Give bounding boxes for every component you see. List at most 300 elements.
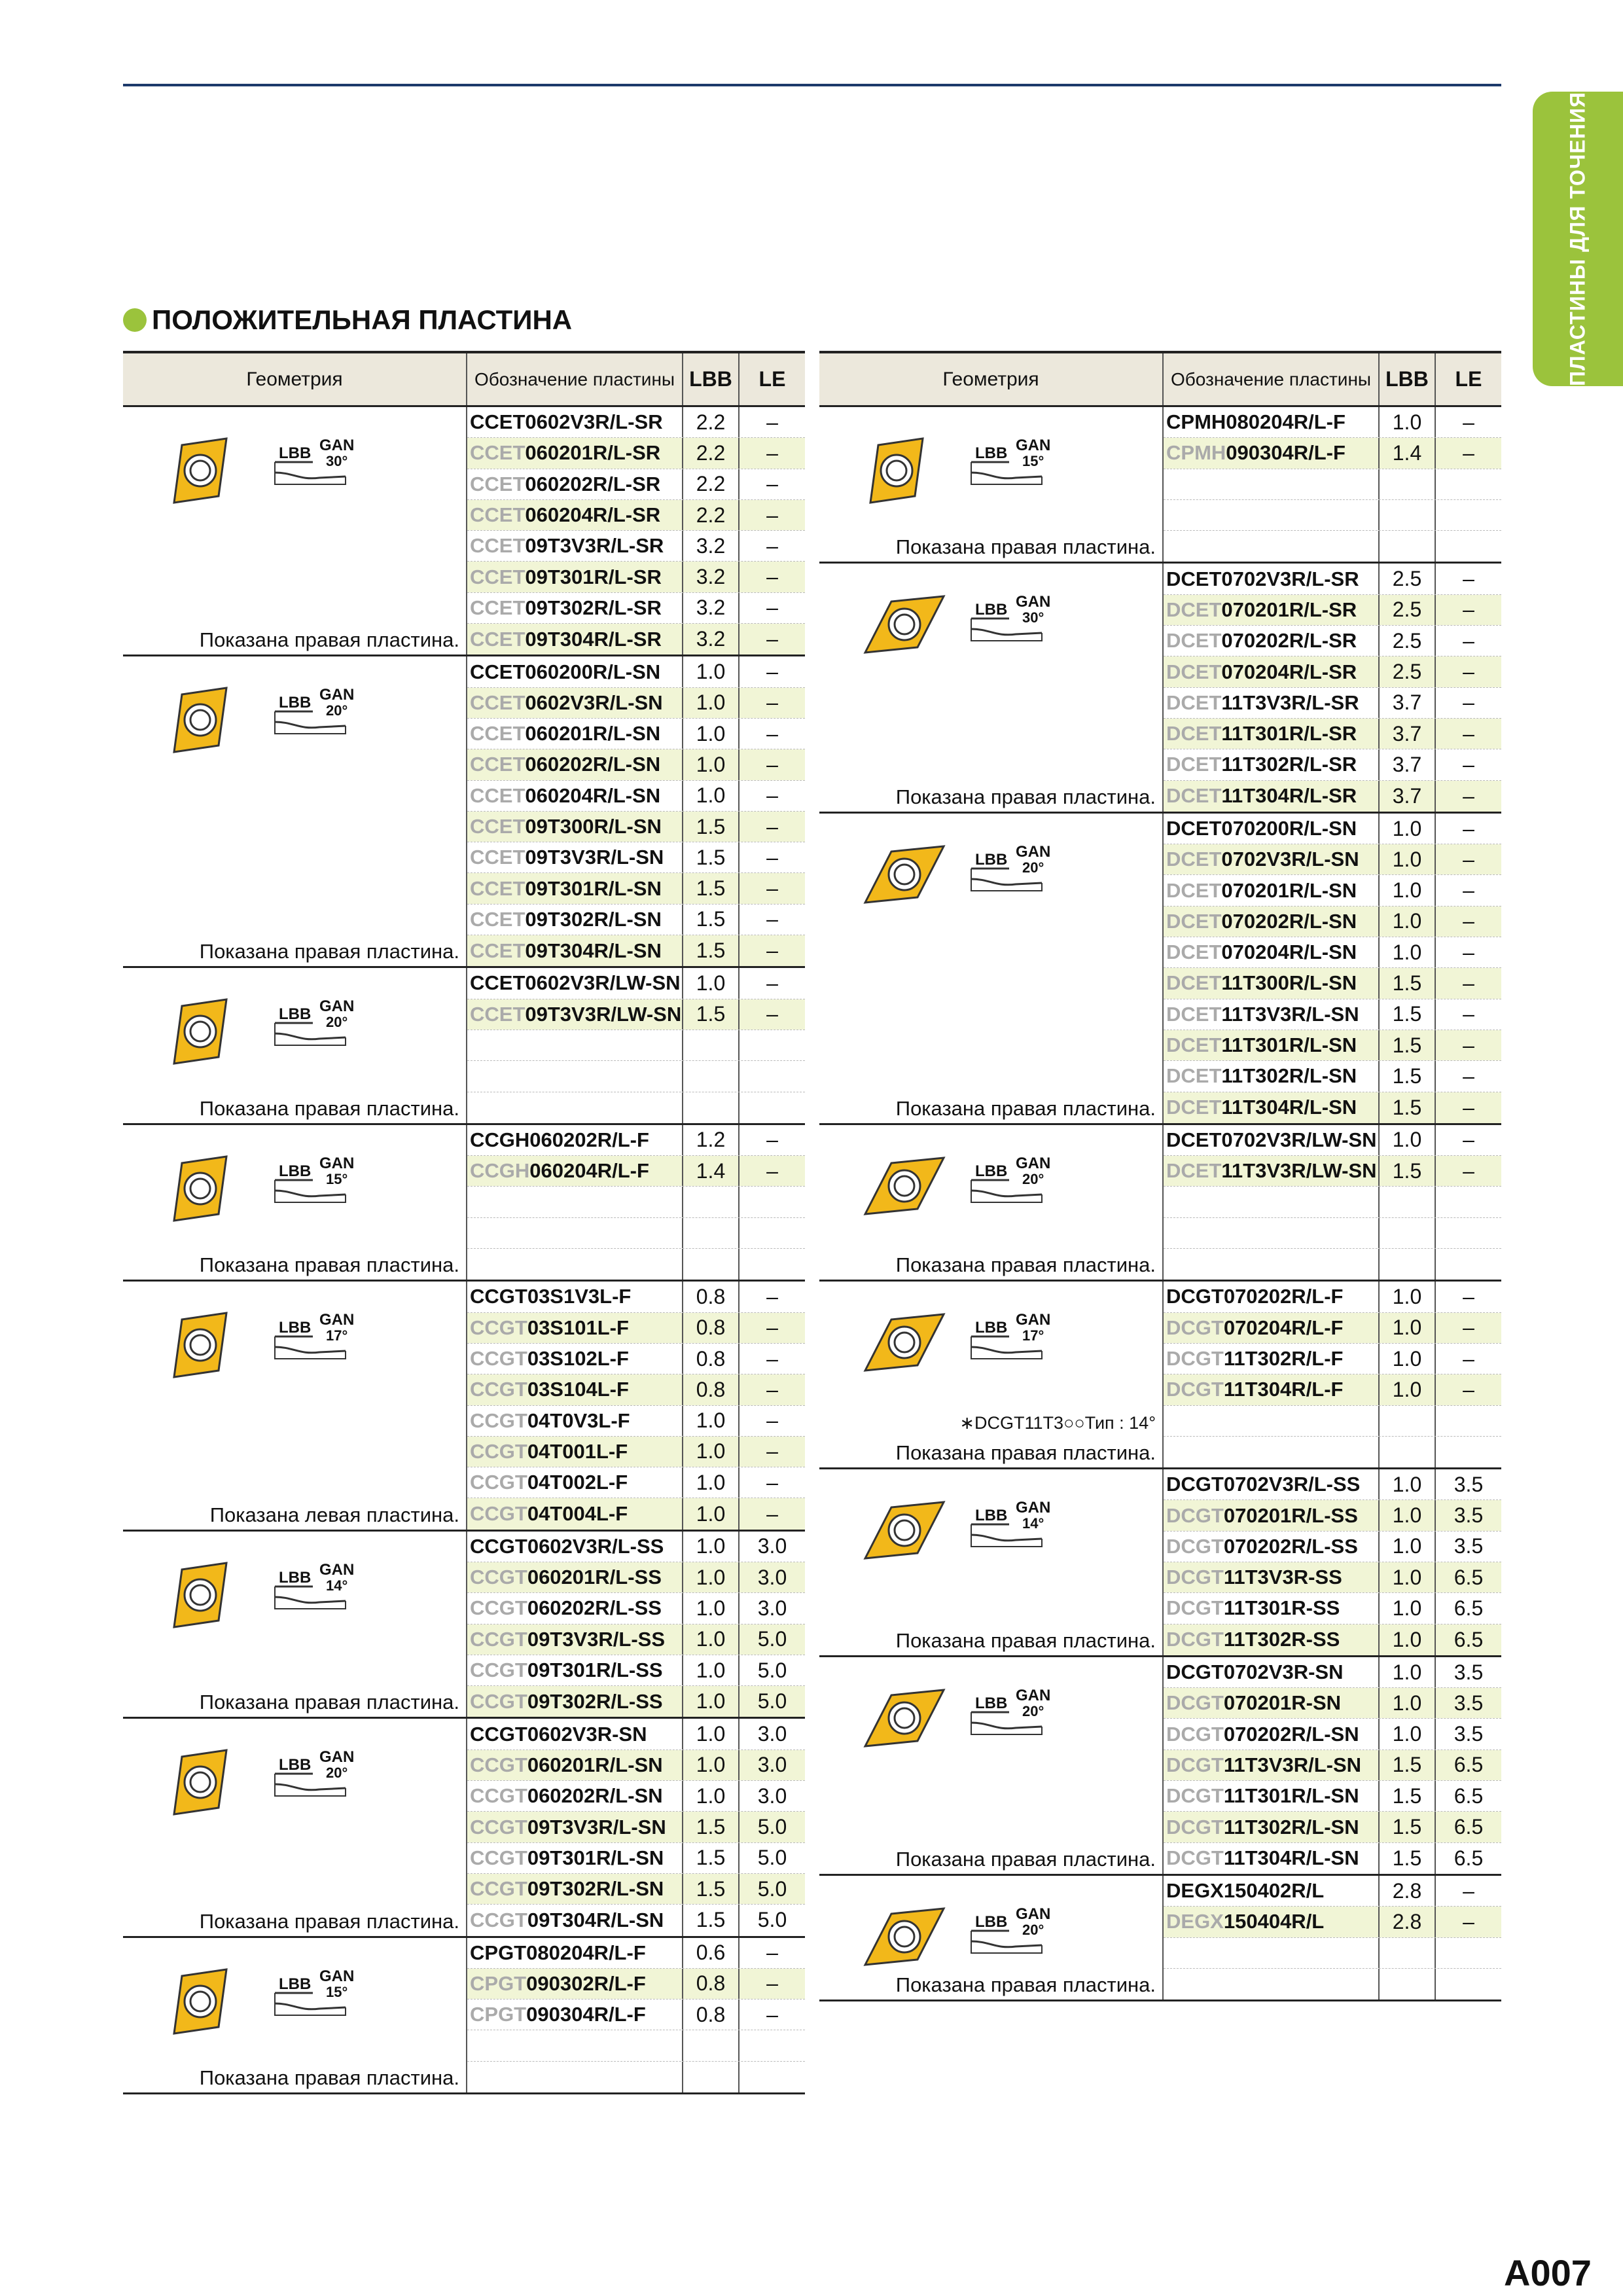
- le-cell: 3.5: [1454, 1722, 1484, 1746]
- table-row[interactable]: [1164, 999, 1501, 1030]
- table-row[interactable]: [1164, 1907, 1501, 1937]
- designation-prefix: DCET: [1166, 629, 1222, 653]
- designation-code: 070202R/L-SS: [1223, 1534, 1358, 1558]
- designation-cell: [467, 719, 683, 749]
- table-row[interactable]: [1164, 1876, 1501, 1907]
- designation-prefix: CCGT: [470, 1659, 527, 1682]
- table-row[interactable]: [1164, 875, 1501, 906]
- designation-code: 03S101L-F: [527, 1316, 629, 1339]
- svg-text:LBB: LBB: [279, 1162, 312, 1180]
- le-cell: 5.0: [740, 1624, 805, 1655]
- designation-prefix: DCGT: [1166, 1753, 1224, 1776]
- svg-text:GAN: GAN: [319, 1311, 355, 1329]
- designation-code: 04T001L-F: [527, 1439, 628, 1463]
- designation-code: 11T304R/L-SN: [1221, 1096, 1357, 1119]
- lbb-cell: 1.5: [683, 842, 740, 872]
- designation-code: 11T300R/L-SN: [1221, 971, 1357, 995]
- table-row[interactable]: [1164, 1719, 1501, 1749]
- table-row[interactable]: [1164, 1469, 1501, 1500]
- designation-prefix: CCET: [470, 846, 526, 869]
- lbb-cell: 1.0: [683, 1562, 740, 1592]
- le-cell: [1436, 1218, 1501, 1248]
- table-row[interactable]: [1164, 500, 1501, 531]
- table-row[interactable]: [1164, 688, 1501, 719]
- table-row[interactable]: [1164, 1593, 1501, 1624]
- designation-prefix: CCET: [470, 534, 526, 558]
- chipbreaker-profile-icon: [275, 1311, 354, 1359]
- lbb-cell: 3.2: [683, 562, 740, 592]
- designation-prefix: DCET: [1166, 691, 1222, 714]
- designation-code: 09T304R/L-SN: [527, 1908, 664, 1931]
- table-row[interactable]: [1164, 1030, 1501, 1061]
- insert-shape-icon: [865, 1690, 944, 1746]
- table-row[interactable]: [1164, 1532, 1501, 1562]
- designation-cell: [1164, 564, 1380, 594]
- designation-code: 070201R-SN: [1223, 1691, 1342, 1715]
- designation-prefix: DEGX: [1166, 1910, 1224, 1933]
- designation-code: 060204R/L-SR: [525, 503, 661, 527]
- le-cell: –: [766, 660, 778, 684]
- le-cell: 5.0: [740, 1812, 805, 1842]
- lbb-cell: 1.0: [1380, 1469, 1436, 1499]
- chipbreaker-profile-icon: [275, 437, 354, 484]
- lbb-cell: 0.8: [683, 1969, 740, 1999]
- chipbreaker-profile-icon: [275, 1155, 354, 1202]
- designation-code: 060204R/L-SN: [525, 783, 661, 807]
- table-row[interactable]: [1164, 968, 1501, 999]
- designation-cell: [1164, 1218, 1380, 1248]
- table-row[interactable]: [1164, 814, 1501, 844]
- designation-cell: [1164, 999, 1380, 1030]
- le-cell: –: [1463, 1878, 1474, 1903]
- table-row[interactable]: [467, 1969, 805, 2000]
- le-cell: 6.5: [1454, 1846, 1484, 1870]
- table-row[interactable]: [467, 1532, 805, 1562]
- designation-cell: [1164, 1313, 1380, 1343]
- designation-cell: [467, 500, 683, 530]
- table-row[interactable]: [467, 1719, 805, 1749]
- designation-code: 11T304R/L-SR: [1221, 784, 1357, 808]
- table-row[interactable]: [467, 1282, 805, 1312]
- le-cell: 5.0: [740, 1686, 805, 1717]
- designation-cell: [1164, 1593, 1380, 1623]
- designation-cell: [467, 688, 683, 718]
- designation-cell: [1164, 469, 1380, 499]
- table-row[interactable]: [1164, 1061, 1501, 1092]
- table-row[interactable]: [467, 1498, 805, 1529]
- table-row[interactable]: [1164, 1750, 1501, 1781]
- designation-code: CCGT0602V3R-SN: [470, 1722, 647, 1746]
- table-row[interactable]: [1164, 1218, 1501, 1249]
- designation-cell: [1164, 814, 1380, 844]
- designation-prefix: CCGT: [470, 1471, 527, 1494]
- insert-shape-icon: [870, 439, 923, 503]
- table-row[interactable]: [467, 1061, 805, 1092]
- designation-cell: [467, 1719, 683, 1749]
- chipbreaker-profile-icon: [275, 1561, 354, 1609]
- lbb-cell: 1.5: [683, 935, 740, 966]
- designation-cell: [1164, 500, 1380, 530]
- geometry-caption: Показана правая пластина.: [199, 1909, 459, 1933]
- table-row[interactable]: [467, 812, 805, 842]
- designation-prefix: CCET: [470, 627, 526, 651]
- designation-cell: [467, 2000, 683, 2030]
- designation-code: 09T3V3R/L-SN: [527, 1815, 666, 1839]
- header-lbb: LBB: [1380, 353, 1436, 405]
- lbb-cell: 0.8: [683, 2000, 740, 2030]
- svg-text:20°: 20°: [326, 1765, 348, 1782]
- designation-prefix: CCET: [470, 753, 526, 776]
- table-row[interactable]: [1164, 438, 1501, 469]
- designation-prefix: CCGT: [470, 1877, 527, 1901]
- table-row[interactable]: [467, 531, 805, 562]
- geometry-cell: [123, 1719, 467, 1935]
- le-cell: [1436, 531, 1501, 562]
- designation-prefix: CCGT: [470, 1627, 527, 1651]
- table-row[interactable]: [467, 469, 805, 500]
- le-cell: –: [1436, 438, 1501, 468]
- le-cell: –: [1436, 1374, 1501, 1405]
- table-row[interactable]: [467, 656, 805, 687]
- insert-group: [123, 1719, 805, 1937]
- designation-prefix: CCGT: [470, 1908, 527, 1931]
- table-row[interactable]: [467, 999, 805, 1030]
- designation-cell: [1164, 1969, 1380, 2000]
- svg-text:GAN: GAN: [319, 997, 355, 1016]
- table-row[interactable]: [467, 935, 805, 966]
- designation-cell: [467, 1874, 683, 1904]
- designation-cell: [1164, 1688, 1380, 1718]
- table-row[interactable]: [1164, 1688, 1501, 1719]
- designation-cell: [467, 1562, 683, 1592]
- table-row[interactable]: [1164, 1156, 1501, 1187]
- designation-code: 09T304R/L-SN: [525, 939, 662, 962]
- svg-text:GAN: GAN: [319, 1154, 355, 1172]
- table-row[interactable]: [467, 1092, 805, 1123]
- table-row[interactable]: [467, 1187, 805, 1217]
- designation-cell: [1164, 438, 1380, 468]
- le-cell: 6.5: [1436, 1624, 1501, 1655]
- geometry-cell: [819, 1125, 1164, 1280]
- table-row[interactable]: [1164, 656, 1501, 687]
- designation-prefix: DCET: [1166, 660, 1222, 683]
- table-row[interactable]: [1164, 595, 1501, 626]
- lbb-cell: 1.4: [1380, 438, 1436, 468]
- table-row[interactable]: [467, 1030, 805, 1061]
- svg-text:15°: 15°: [326, 1170, 348, 1187]
- designation-cell: [467, 1498, 683, 1529]
- table-row[interactable]: [1164, 1657, 1501, 1688]
- designation-code: 070202R/L-SN: [1223, 1722, 1359, 1746]
- svg-text:GAN: GAN: [1016, 437, 1051, 454]
- chipbreaker-profile-icon: [971, 843, 1050, 891]
- designation-code: 0702V3R/L-SN: [1221, 848, 1359, 871]
- table-row[interactable]: [1164, 781, 1501, 812]
- le-cell: –: [1436, 1907, 1501, 1937]
- le-cell: –: [766, 472, 778, 496]
- geometry-caption: Показана правая пластина.: [895, 785, 1156, 808]
- table-row[interactable]: [467, 1467, 805, 1498]
- insert-group: [819, 814, 1501, 1125]
- table-row[interactable]: [467, 781, 805, 812]
- lbb-cell: 1.5: [1380, 1061, 1436, 1091]
- designation-prefix: DCGT: [1166, 1534, 1224, 1558]
- svg-text:20°: 20°: [326, 702, 348, 719]
- lbb-cell: 1.0: [1380, 844, 1436, 874]
- table-row[interactable]: [1164, 1282, 1501, 1312]
- insert-shape-icon: [865, 1158, 944, 1214]
- table-row[interactable]: [1164, 1812, 1501, 1842]
- svg-text:GAN: GAN: [1016, 1686, 1051, 1704]
- header-designation: Обозначение пластины: [467, 353, 683, 405]
- designation-code: 11T302R/L-SR: [1221, 753, 1357, 776]
- table-row[interactable]: [467, 1843, 805, 1874]
- designation-code: 09T3V3R/LW-SN: [525, 1002, 682, 1026]
- table-row[interactable]: [467, 562, 805, 592]
- chipbreaker-profile-icon: [275, 1967, 354, 2015]
- table-row[interactable]: [1164, 906, 1501, 937]
- table-row[interactable]: [467, 593, 805, 624]
- designation-prefix: CCGT: [470, 1566, 527, 1589]
- lbb-cell: 1.0: [1380, 1562, 1436, 1592]
- table-row[interactable]: [467, 968, 805, 999]
- table-row[interactable]: [467, 873, 805, 904]
- table-row[interactable]: [467, 688, 805, 719]
- table-row[interactable]: [467, 1562, 805, 1593]
- designation-cell: [467, 1437, 683, 1467]
- table-row[interactable]: [467, 1593, 805, 1624]
- le-cell: –: [1463, 1002, 1474, 1026]
- designation-cell: [467, 1249, 683, 1280]
- table-row[interactable]: [467, 1750, 805, 1781]
- table-row[interactable]: [1164, 469, 1501, 500]
- lbb-cell: 1.0: [683, 968, 740, 998]
- chipbreaker-profile-icon: [275, 997, 354, 1045]
- lbb-cell: 1.0: [1380, 1657, 1436, 1687]
- table-row[interactable]: [467, 1874, 805, 1905]
- section-title-text: ПОЛОЖИТЕЛЬНАЯ ПЛАСТИНА: [152, 304, 573, 335]
- le-cell: 3.5: [1436, 1500, 1501, 1530]
- le-cell: [740, 2062, 805, 2092]
- section-title: [123, 304, 572, 336]
- lbb-cell: 1.5: [683, 1874, 740, 1904]
- insert-group: [819, 1657, 1501, 1876]
- designation-cell: [1164, 1374, 1380, 1405]
- lbb-cell: 1.0: [683, 1655, 740, 1685]
- designation-code: DCET0702V3R/LW-SN: [1166, 1128, 1377, 1151]
- designation-code: 09T301R/L-SN: [527, 1846, 664, 1869]
- table-row[interactable]: [1164, 1624, 1501, 1655]
- side-tab[interactable]: [1533, 92, 1623, 386]
- designation-cell: [1164, 688, 1380, 718]
- table-row[interactable]: [467, 1812, 805, 1842]
- table-row[interactable]: [1164, 1562, 1501, 1593]
- insert-group: [819, 1125, 1501, 1282]
- lbb-cell: 3.2: [683, 624, 740, 655]
- chipbreaker-profile-icon: [971, 437, 1050, 484]
- table-row[interactable]: [467, 500, 805, 531]
- designation-cell: [467, 1344, 683, 1374]
- table-row[interactable]: [1164, 407, 1501, 438]
- lbb-cell: [683, 1187, 740, 1217]
- table-row[interactable]: [1164, 564, 1501, 594]
- table-row[interactable]: [467, 1406, 805, 1437]
- lbb-cell: 2.8: [1380, 1876, 1436, 1906]
- table-row[interactable]: [467, 1374, 805, 1405]
- table-row[interactable]: [1164, 719, 1501, 749]
- lbb-cell: 1.0: [1380, 1125, 1436, 1155]
- le-cell: 3.0: [757, 1596, 787, 1620]
- lbb-cell: 3.2: [683, 593, 740, 623]
- table-row[interactable]: [1164, 531, 1501, 562]
- le-cell: –: [1463, 752, 1474, 776]
- table-row[interactable]: [1164, 1781, 1501, 1812]
- lbb-cell: 1.0: [683, 1532, 740, 1562]
- le-cell: –: [766, 533, 778, 558]
- table-row[interactable]: [1164, 1437, 1501, 1467]
- designation-cell: [467, 1374, 683, 1405]
- svg-text:LBB: LBB: [279, 694, 312, 712]
- table-row[interactable]: [1164, 1125, 1501, 1156]
- table-row[interactable]: [467, 1781, 805, 1812]
- designation-code: CCGT03S1V3L-F: [470, 1285, 632, 1308]
- designation-code: 070201R/L-SN: [1221, 878, 1357, 902]
- geometry-cell: [819, 814, 1164, 1123]
- table-row[interactable]: [467, 719, 805, 749]
- svg-text:14°: 14°: [326, 1577, 348, 1594]
- designation-cell: [467, 1092, 683, 1123]
- designation-prefix: CCET: [470, 815, 526, 838]
- geometry-cell: [123, 1125, 467, 1280]
- le-cell: [740, 1187, 805, 1217]
- table-row[interactable]: [1164, 1344, 1501, 1374]
- table-row[interactable]: [1164, 937, 1501, 968]
- table-row[interactable]: [1164, 1500, 1501, 1531]
- chipbreaker-profile-icon: [971, 1905, 1050, 1953]
- table-row[interactable]: [1164, 1249, 1501, 1280]
- designation-code: 070204R/L-SR: [1221, 660, 1357, 683]
- table-row[interactable]: [467, 624, 805, 655]
- lbb-cell: 3.2: [683, 531, 740, 561]
- lbb-cell: [1380, 1406, 1436, 1436]
- table-row[interactable]: [1164, 626, 1501, 656]
- table-row[interactable]: [467, 1624, 805, 1655]
- table-row[interactable]: [467, 2062, 805, 2092]
- table-row[interactable]: [467, 1125, 805, 1156]
- table-row[interactable]: [467, 842, 805, 873]
- table-row[interactable]: [467, 2030, 805, 2061]
- designation-code: 060202R/L-SS: [527, 1596, 662, 1620]
- designation-prefix: CCGH: [470, 1159, 530, 1183]
- designation-cell: [467, 1938, 683, 1968]
- designation-prefix: CPGT: [470, 1971, 527, 1995]
- lbb-cell: 1.0: [683, 1686, 740, 1717]
- table-row[interactable]: [1164, 1374, 1501, 1405]
- insert-shape-icon: [865, 1909, 944, 1965]
- table-row[interactable]: [1164, 1406, 1501, 1437]
- lbb-cell: 1.5: [1380, 1781, 1436, 1811]
- table-row[interactable]: [467, 1437, 805, 1467]
- le-cell: –: [1463, 628, 1474, 653]
- designation-code: 03S102L-F: [527, 1347, 629, 1371]
- table-row[interactable]: [467, 1938, 805, 1969]
- designation-prefix: DCET: [1166, 722, 1222, 745]
- table-row[interactable]: [467, 1218, 805, 1249]
- designation-prefix: DCET: [1166, 848, 1222, 871]
- designation-cell: [1164, 656, 1380, 687]
- header-geometry: Геометрия: [819, 353, 1164, 405]
- geometry-caption: Показана правая пластина.: [199, 628, 459, 652]
- lbb-cell: 1.5: [1380, 1750, 1436, 1780]
- table-row[interactable]: [1164, 844, 1501, 875]
- svg-text:14°: 14°: [1022, 1515, 1044, 1532]
- chipbreaker-profile-icon: [971, 1499, 1050, 1547]
- table-row[interactable]: [467, 749, 805, 780]
- lbb-cell: [1380, 531, 1436, 562]
- table-row[interactable]: [467, 905, 805, 935]
- table-row[interactable]: [467, 2000, 805, 2030]
- geometry-cell: [819, 1469, 1164, 1655]
- lbb-cell: [1380, 1187, 1436, 1217]
- lbb-cell: 1.0: [1380, 407, 1436, 437]
- table-row[interactable]: [467, 1156, 805, 1187]
- designation-prefix: CCGT: [470, 1689, 527, 1713]
- designation-cell: [1164, 1812, 1380, 1842]
- table-row[interactable]: [467, 1344, 805, 1374]
- table-row[interactable]: [1164, 1092, 1501, 1123]
- svg-text:LBB: LBB: [975, 444, 1008, 462]
- svg-text:GAN: GAN: [1016, 842, 1051, 861]
- lbb-cell: 1.5: [683, 1843, 740, 1873]
- designation-cell: [467, 1030, 683, 1060]
- lbb-cell: [683, 1218, 740, 1248]
- table-row[interactable]: [467, 1655, 805, 1686]
- designation-prefix: CCET: [470, 876, 526, 900]
- table-row[interactable]: [1164, 1187, 1501, 1217]
- table-row[interactable]: [467, 438, 805, 469]
- table-row[interactable]: [1164, 1969, 1501, 2000]
- table-row[interactable]: [1164, 1938, 1501, 1969]
- table-row[interactable]: [467, 1249, 805, 1280]
- table-row[interactable]: [467, 407, 805, 438]
- header-designation: Обозначение пластины: [1164, 353, 1380, 405]
- le-cell: [1436, 1249, 1501, 1280]
- table-row[interactable]: [467, 1686, 805, 1717]
- le-cell: –: [766, 2002, 778, 2026]
- lbb-cell: 2.2: [683, 469, 740, 499]
- lbb-cell: 1.0: [683, 656, 740, 687]
- designation-prefix: DCET: [1166, 971, 1222, 995]
- designation-prefix: CCGT: [470, 1753, 527, 1776]
- le-cell: 3.0: [757, 1722, 787, 1746]
- table-row[interactable]: [1164, 1313, 1501, 1344]
- table-row[interactable]: [467, 1905, 805, 1935]
- le-cell: [740, 1030, 805, 1060]
- designation-cell: [467, 562, 683, 592]
- lbb-cell: 1.5: [1380, 1156, 1436, 1186]
- designation-code: 09T3V3R/L-SN: [525, 846, 664, 869]
- lbb-cell: [683, 2062, 740, 2092]
- table-row[interactable]: [1164, 749, 1501, 780]
- geometry-caption: Показана правая пластина.: [895, 535, 1156, 559]
- geometry-cell: [123, 1532, 467, 1717]
- table-row[interactable]: [1164, 1843, 1501, 1874]
- svg-text:GAN: GAN: [1016, 1154, 1051, 1172]
- designation-code: CPGT080204R/L-F: [470, 1941, 646, 1964]
- designation-prefix: CCET: [470, 503, 526, 527]
- table-row[interactable]: [467, 1313, 805, 1344]
- designation-cell: [1164, 1406, 1380, 1436]
